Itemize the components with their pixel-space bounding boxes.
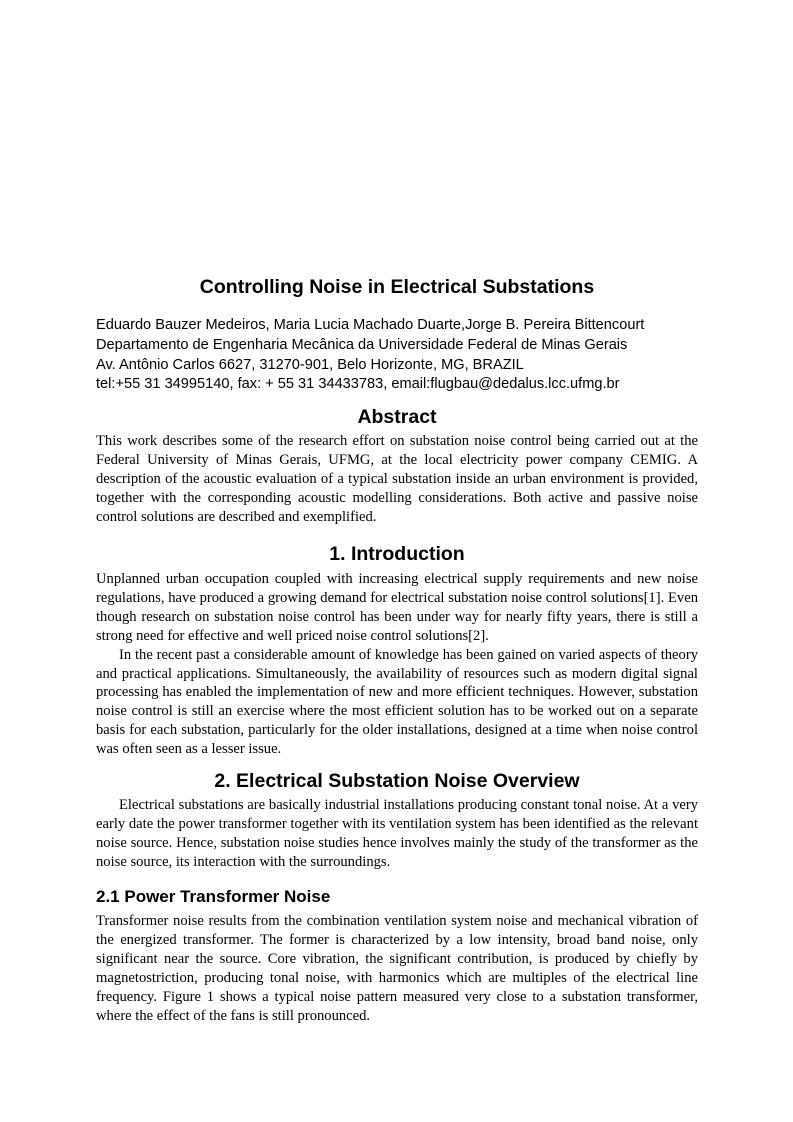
author-department: Departamento de Engenharia Mecânica da Universidade Federal de Minas Gerais <box>96 336 628 353</box>
author-names: Eduardo Bauzer Medeiros, Maria Lucia Machado Duarte,Jorge B. Pereira Bittencourt <box>96 317 645 333</box>
paper-title: Controlling Noise in Electrical Substations <box>199 276 595 298</box>
introduction-paragraph-2: In the recent past a considerable amount of knowledge has been gained on varied aspects of theory and practical applications. Simultaneously, the availability of resources such as modern digital signal processing has enabled the implementation of new and more efficient techniques. However, substation noise control is still an exercise where the most efficient solution has to be worked out on a separate basis for each substation, particularly for the older installations, designed at a time when noise control was often seen as a lesser issue. <box>96 646 698 758</box>
author-block <box>96 316 736 395</box>
introduction-heading: 1. Introduction <box>329 543 465 565</box>
overview-heading: 2. Electrical Substation Noise Overview <box>214 770 580 792</box>
overview-paragraph-1: Electrical substations are basically industrial installations producing constant tonal noise. At a very early date the power transformer together with its ventilation system has been identified as the relevant noise source. Hence, substation noise studies hence involves mainly the study of the transformer as the noise source, its interaction with the surroundings. <box>96 797 698 870</box>
introduction-paragraph-1: Unplanned urban occupation coupled with increasing electrical supply requirements and new noise regulations, have produced a growing demand for electrical substation noise control solutions[1]. Even though research on substation noise control has been under way for nearly fifty years, there is still a strong need for effective and well priced noise control solutions[2]. <box>96 571 698 644</box>
transformer-noise-heading: 2.1 Power Transformer Noise <box>96 887 331 906</box>
author-address: Av. Antônio Carlos 6627, 31270-901, Belo Horizonte, MG, BRAZIL <box>96 356 524 373</box>
author-contact: tel:+55 31 34995140, fax: + 55 31 34433783, email:flugbau@dedalus.lcc.ufmg.br <box>96 376 620 393</box>
transformer-noise-paragraph-1: Transformer noise results from the combination ventilation system noise and mechanical vibration of the energized transformer. The former is characterized by a low intensity, broad band noise, only significant near the source. Core vibration, the significant contribution, is produced by chiefly by magnetostriction, producing tonal noise, with harmonics which are multiples of the electrical line frequency. Figure 1 shows a typical noise pattern measured very close to a substation transformer, where the effect of the fans is still pronounced. <box>96 913 698 1024</box>
abstract-text: This work describes some of the research effort on substation noise control being carried out at the Federal University of Minas Gerais, UFMG, at the local electricity power company CEMIG. A description of the acoustic evaluation of a typical substation inside an urban environment is provided, together with the corresponding acoustic modelling considerations. Both active and passive noise control solutions are described and exemplified. <box>96 433 698 525</box>
abstract-heading: Abstract <box>357 406 437 428</box>
